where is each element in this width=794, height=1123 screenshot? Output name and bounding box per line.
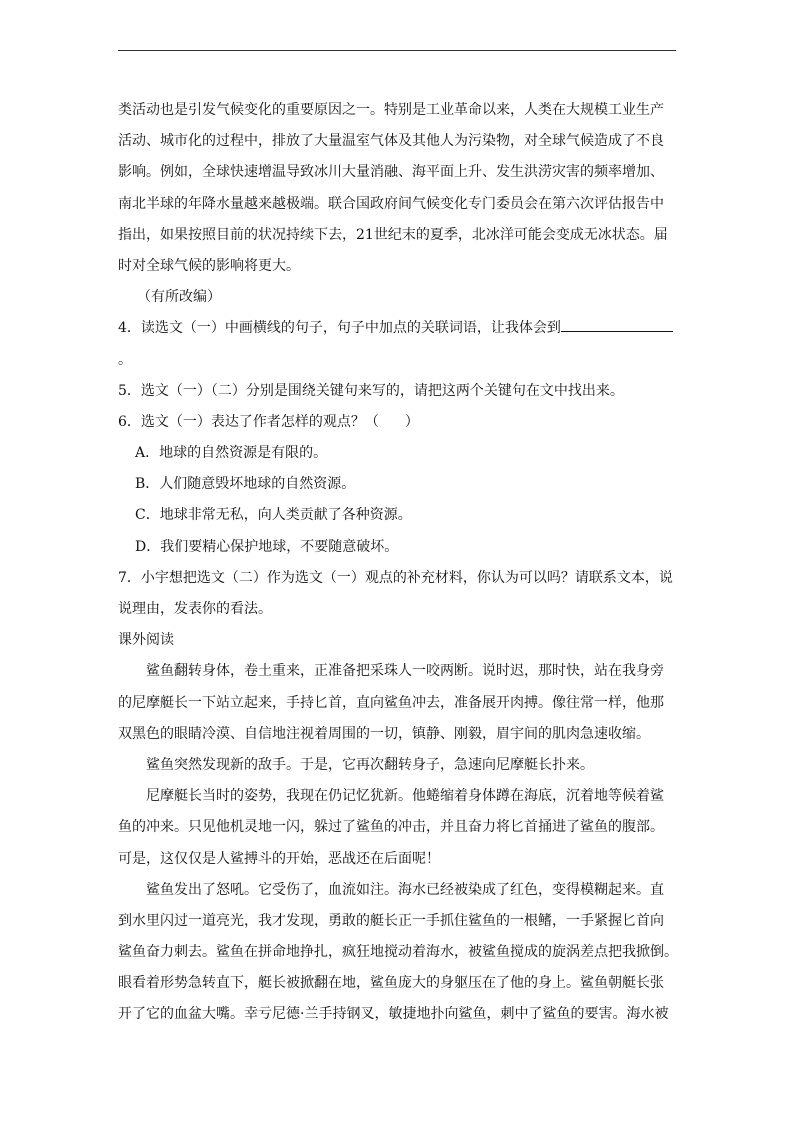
passage-one-tail xyxy=(118,95,676,282)
reading-line: 可是，这仅仅是人鲨搏斗的开始，恶战还在后面呢！ xyxy=(118,850,440,867)
question-5: 5．选文（一）（二）分别是围绕关键句来写的，请把这两个关键句在文中找出来。 xyxy=(118,382,624,399)
option-a: A．地球的自然资源是有限的。 xyxy=(135,445,328,462)
reading-line: 眼看着形势急转直下，艇长被掀翻在地，鲨鱼庞大的身躯压在了他的身上。鲨鱼朝艇长张 xyxy=(118,975,664,992)
reading-line: 鲨鱼发出了怒吼。它受伤了，血流如注。海水已经被染成了红色，变得模糊起来。直 xyxy=(146,881,664,898)
question-6 xyxy=(118,407,676,563)
header-rule xyxy=(118,50,676,51)
text-line: 类活动也是引发气候变化的重要原因之一。特别是工业革命以来，人类在大规模工业生产 xyxy=(118,102,664,118)
section-heading: 课外阅读 xyxy=(118,632,174,649)
reading-line: 开了它的血盆大嘴。幸亏尼德·兰手持钢叉，敏捷地扑向鲨鱼，刺中了鲨鱼的要害。海水被 xyxy=(118,1006,669,1023)
reading-line: 尼摩艇长当时的姿势，我现在仍记忆犹新。他蜷缩着身体蹲在海底，沉着地等候着鲨 xyxy=(146,788,664,805)
question-7-line: 7．小宇想把选文（二）作为选文（一）观点的补充材料，你认为可以吗？请联系文本，说 xyxy=(118,569,673,586)
reading-line: 到水里闪过一道亮光，我才发现，勇敢的艇长正一手抓住鲨鱼的一根鳍，一手紧握匕首向 xyxy=(118,912,664,929)
reading-passage xyxy=(118,656,676,1030)
question-6-text: 6．选文（一）表达了作者怎样的观点？（ xyxy=(118,413,379,430)
reading-line: 鱼的冲来。只见他机灵地一闪，躲过了鲨鱼的冲击，并且奋力将匕首捅进了鲨鱼的腹部。 xyxy=(118,819,664,836)
question-6-close: ） xyxy=(404,413,419,430)
option-b: B．人们随意毁坏地球的自然资源。 xyxy=(135,476,356,493)
reading-line: 鲨鱼翻转身体，卷土重来，正准备把采珠人一咬两断。说时迟，那时快，站在我身旁 xyxy=(146,663,664,680)
question-4-text: 4．读选文（一）中画横线的句子，句子中加点的关联词语，让我体会到 xyxy=(118,320,561,337)
text-line: 时对全球气候的影响将更大。 xyxy=(118,257,300,274)
text-line: 影响。例如，全球快速增温导致冰川大量消融、海平面上升、发生洪涝灾害的频率增加、 xyxy=(118,164,664,181)
question-4-end: 。 xyxy=(118,351,132,368)
question-7-line: 说理由，发表你的看法。 xyxy=(118,601,272,617)
text-line: 活动、城市化的过程中，排放了大量温室气体及其他人为污染物，对全球气候造成了不良 xyxy=(118,133,664,150)
question-4-stem xyxy=(118,313,676,344)
reading-line: 双黑色的眼睛冷漠、自信地注视着周围的一切，镇静、刚毅，眉宇间的肌肉急速收缩。 xyxy=(118,725,650,742)
answer-blank xyxy=(561,317,673,332)
reading-line: 的尼摩艇长一下站立起来，手持匕首，直向鲨鱼冲去，准备展开肉搏。像往常一样，他那 xyxy=(118,694,664,711)
source-note: （有所改编） xyxy=(137,289,221,306)
option-c: C．地球非常无私，向人类贡献了各种资源。 xyxy=(135,507,412,524)
text-line: 南北半球的年降水量越来越极端。联合国政府间气候变化专门委员会在第六次评估报告中 xyxy=(118,195,664,212)
reading-line: 鲨鱼奋力刺去。鲨鱼在拼命地挣扎，疯狂地搅动着海水，被鲨鱼搅成的旋涡差点把我掀倒。 xyxy=(118,944,678,961)
text-line: 指出，如果按照目前的状况持续下去，21世纪末的夏季，北冰洋可能会变成无冰状态。届 xyxy=(118,226,668,243)
option-d: D．我们要精心保护地球，不要随意破坏。 xyxy=(135,538,399,555)
question-4 xyxy=(118,313,676,375)
document-body xyxy=(118,95,676,1031)
reading-line: 鲨鱼突然发现新的敌手。于是，它再次翻转身子，急速向尼摩艇长扑来。 xyxy=(146,756,594,773)
question-6-stem xyxy=(118,407,676,438)
question-7 xyxy=(118,563,676,625)
